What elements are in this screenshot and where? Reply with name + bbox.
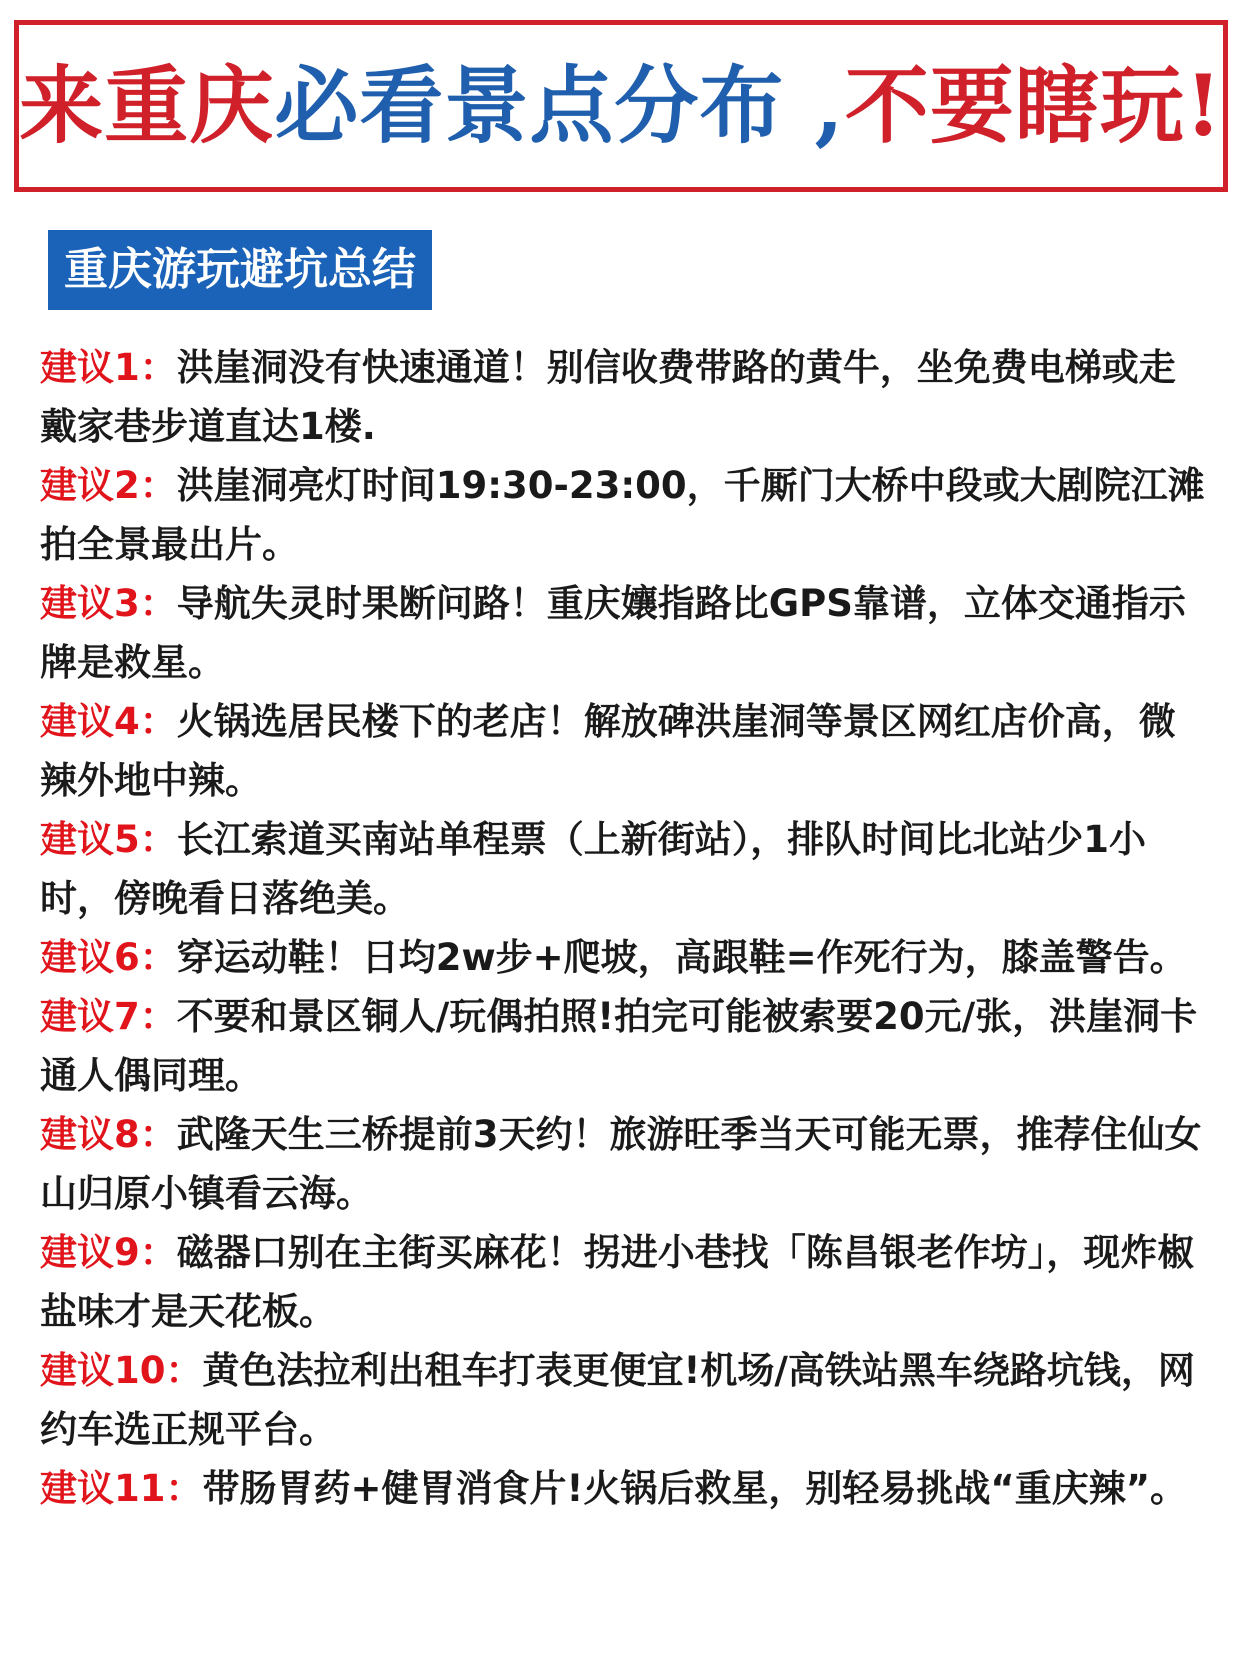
tip-item <box>40 692 1210 810</box>
tip-label: 建议3： <box>40 582 177 625</box>
tip-label: 建议5： <box>40 818 177 861</box>
tip-text: 黄色法拉利出租车打表更便宜!机场/高铁站黑车绕路坑钱，网约车选正规平台。 <box>40 1349 1195 1451</box>
tip-label: 建议1： <box>40 346 177 389</box>
tip-text: 长江索道买南站单程票（上新街站），排队时间比北站少1小时，傍晚看日落绝美。 <box>40 818 1146 920</box>
tip-label: 建议11： <box>40 1467 203 1510</box>
tip-text: 穿运动鞋！日均2w步+爬坡，高跟鞋=作死行为，膝盖警告。 <box>176 936 1187 979</box>
title-part-blue: 必看景点分布 , <box>274 56 845 155</box>
tip-text: 武隆天生三桥提前3天约！旅游旺季当天可能无票，推荐住仙女山归原小镇看云海。 <box>40 1113 1202 1215</box>
tips-list <box>40 338 1210 1518</box>
tip-item <box>40 1223 1210 1341</box>
tip-item <box>40 810 1210 928</box>
title-part-red-1: 来重庆 <box>19 56 275 155</box>
tip-item <box>40 338 1210 456</box>
tip-text: 磁器口别在主街买麻花！拐进小巷找「陈昌银老作坊」，现炸椒盐味才是天花板。 <box>40 1231 1195 1333</box>
tip-text: 洪崖洞没有快速通道！别信收费带路的黄牛，坐免费电梯或走戴家巷步道直达1楼. <box>40 346 1176 448</box>
tip-item <box>40 1459 1210 1518</box>
page-title <box>19 56 1223 155</box>
tip-label: 建议7： <box>40 995 177 1038</box>
tip-label: 建议9： <box>40 1231 177 1274</box>
tip-item <box>40 456 1210 574</box>
tip-text: 带肠胃药+健胃消食片!火锅后救星，别轻易挑战“重庆辣”。 <box>202 1467 1188 1510</box>
tip-text: 火锅选居民楼下的老店！解放碑洪崖洞等景区网红店价高，微辣外地中辣。 <box>40 700 1176 802</box>
tip-label: 建议8： <box>40 1113 177 1156</box>
title-part-red-2: 不要瞎玩! <box>844 56 1223 155</box>
tip-text: 不要和景区铜人/玩偶拍照!拍完可能被索要20元/张，洪崖洞卡通人偶同理。 <box>40 995 1198 1097</box>
tip-label: 建议2： <box>40 464 177 507</box>
tip-text: 导航失灵时果断问路！重庆孃指路比GPS靠谱，立体交通指示牌是救星。 <box>40 582 1186 684</box>
tip-label: 建议6： <box>40 936 177 979</box>
tip-item <box>40 574 1210 692</box>
tip-label: 建议10： <box>40 1349 203 1392</box>
section-header: 重庆游玩避坑总结 <box>48 230 432 310</box>
tip-label: 建议4： <box>40 700 177 743</box>
tip-item <box>40 928 1210 987</box>
tip-item <box>40 987 1210 1105</box>
title-banner <box>14 20 1228 192</box>
tip-item <box>40 1341 1210 1459</box>
tip-item <box>40 1105 1210 1223</box>
tip-text: 洪崖洞亮灯时间19:30-23:00，千厮门大桥中段或大剧院江滩拍全景最出片。 <box>40 464 1205 566</box>
